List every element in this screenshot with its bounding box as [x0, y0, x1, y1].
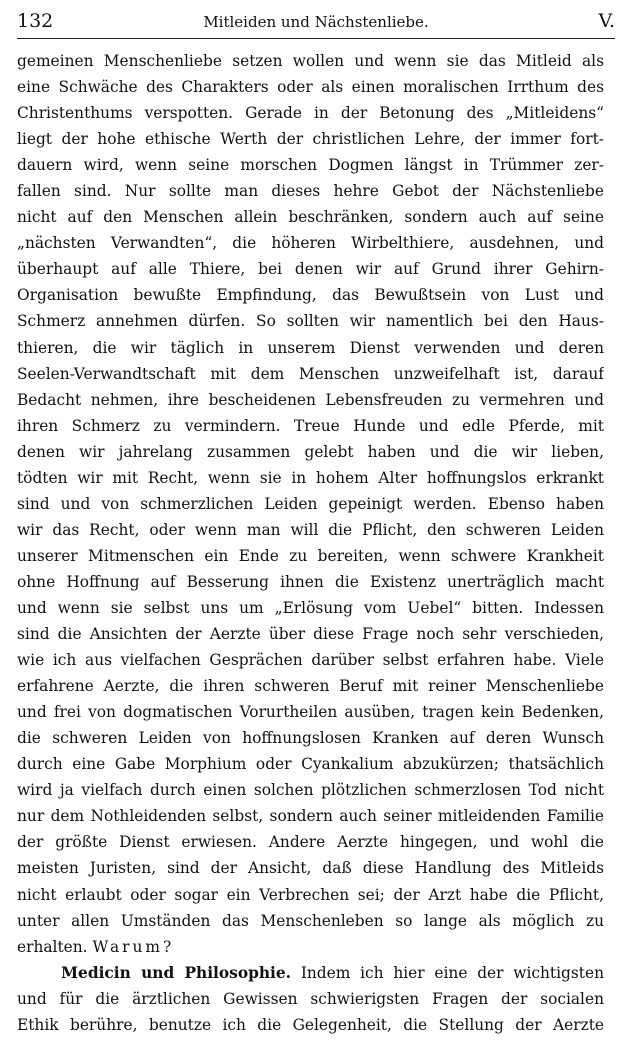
emphasized-word: Warum?: [92, 937, 175, 956]
text-line: tödten wir mit Recht, wenn sie in hohem Alter hoffnungslos erkrankt: [17, 468, 604, 487]
text-line: Ethik berühre, benutze ich die Gelegenheit, die Stellung der Aerzte: [17, 1015, 604, 1034]
text-line: thieren, die wir täglich in unserem Dienst verwenden und deren: [17, 338, 604, 357]
text-line: Organisation bewußte Empfindung, das Bewußtsein von Lust und: [17, 286, 604, 305]
text-line: erfahrene Aerzte, die ihren schweren Beruf mit reiner Menschenliebe: [17, 677, 604, 696]
text-line: gemeinen Menschenliebe setzen wollen und wenn sie das Mitleid als: [17, 52, 604, 70]
text-line: wie ich aus vielfachen Gesprächen darüber selbst erfahren habe. Viele: [17, 651, 604, 670]
text-line: „nächsten Verwandten“, die höheren Wirbelthiere, ausdehnen, und: [17, 234, 604, 253]
text-line: unter allen Umständen das Menschenleben so lange als möglich zu: [17, 911, 604, 930]
text-line: eine Schwäche des Charakters oder als einen moralischen Irrthum des: [17, 78, 604, 97]
text-line: ohne Hoffnung auf Besserung ihnen die Existenz unerträglich macht: [17, 572, 604, 591]
text-line: meisten Juristen, sind der Ansicht, daß diese Handlung des Mitleids: [17, 859, 604, 878]
text-line: [17, 960, 604, 986]
body-text: [17, 48, 604, 1038]
text-line: sind die Ansichten der Aerzte über diese Frage noch sehr verschieden,: [17, 625, 604, 644]
paragraph-1: [17, 48, 604, 934]
text-line: fallen sind. Nur sollte man dieses hehre Gebot der Nächstenliebe: [17, 182, 604, 201]
text-line: [17, 934, 604, 960]
text-line: denen wir jahrelang zusammen gelebt haben und die wir lieben,: [17, 442, 604, 461]
text-line: wird ja vielfach durch einen solchen plötzlichen schmerzlosen Tod nicht: [17, 781, 604, 800]
text-line: Bedacht nehmen, ihre bescheidenen Lebensfreuden zu vermehren und: [17, 390, 604, 409]
page-header: [17, 8, 615, 39]
text-line: sind und von schmerzlichen Leiden gepeinigt werden. Ebenso haben: [17, 494, 604, 513]
text-line: Seelen-Verwandtschaft mit dem Menschen unzweifelhaft ist, darauf: [17, 364, 604, 383]
text-span: Indem ich hier eine der wichtigsten: [300, 963, 604, 982]
page-number: 132: [17, 10, 54, 32]
text-line: und für die ärztlichen Gewissen schwierigsten Fragen der socialen: [17, 989, 604, 1008]
text-line: liegt der hohe ethische Werth der christlichen Lehre, der immer fort-: [17, 130, 604, 149]
text-line: wir das Recht, oder wenn man will die Pflicht, den schweren Leiden: [17, 520, 604, 539]
text-line: und frei von dogmatischen Vorurtheilen ausüben, tragen kein Bedenken,: [17, 703, 604, 722]
text-line: ihren Schmerz zu vermindern. Treue Hunde und edle Pferde, mit: [17, 416, 604, 435]
text-line: nicht erlaubt oder sogar ein Verbrechen sei; der Arzt habe die Pflicht,: [17, 885, 604, 904]
text-line: nur dem Nothleidenden selbst, sondern auch seiner mitleidenden Familie: [17, 807, 604, 826]
text-span: erhalten.: [17, 937, 88, 956]
text-line: Christenthums verspotten. Gerade in der Betonung des „Mitleidens“: [17, 104, 604, 123]
text-line: unserer Mitmenschen ein Ende zu bereiten, wenn schwere Krankheit: [17, 546, 604, 565]
text-line: dauern wird, wenn seine morschen Dogmen längst in Trümmer zer-: [17, 156, 604, 175]
text-line: der größte Dienst erwiesen. Andere Aerzte hingegen, und wohl die: [17, 833, 604, 852]
text-line: nicht auf den Menschen allein beschränken, sondern auch auf seine: [17, 208, 604, 227]
text-line: und wenn sie selbst uns um „Erlösung vom Uebel“ bitten. Indessen: [17, 598, 604, 617]
text-line: durch eine Gabe Morphium oder Cyankalium abzukürzen; thatsächlich: [17, 755, 604, 774]
chapter-number: V.: [598, 10, 615, 32]
text-line: die schweren Leiden von hoffnungslosen Kranken auf deren Wunsch: [17, 729, 604, 748]
text-line: überhaupt auf alle Thiere, bei denen wir auf Grund ihrer Gehirn-: [17, 260, 604, 279]
text-line: Schmerz annehmen dürfen. So sollten wir namentlich bei den Haus-: [17, 312, 604, 331]
running-title: Mitleiden und Nächstenliebe.: [203, 13, 429, 31]
section-heading: Medicin und Philosophie.: [61, 963, 292, 982]
